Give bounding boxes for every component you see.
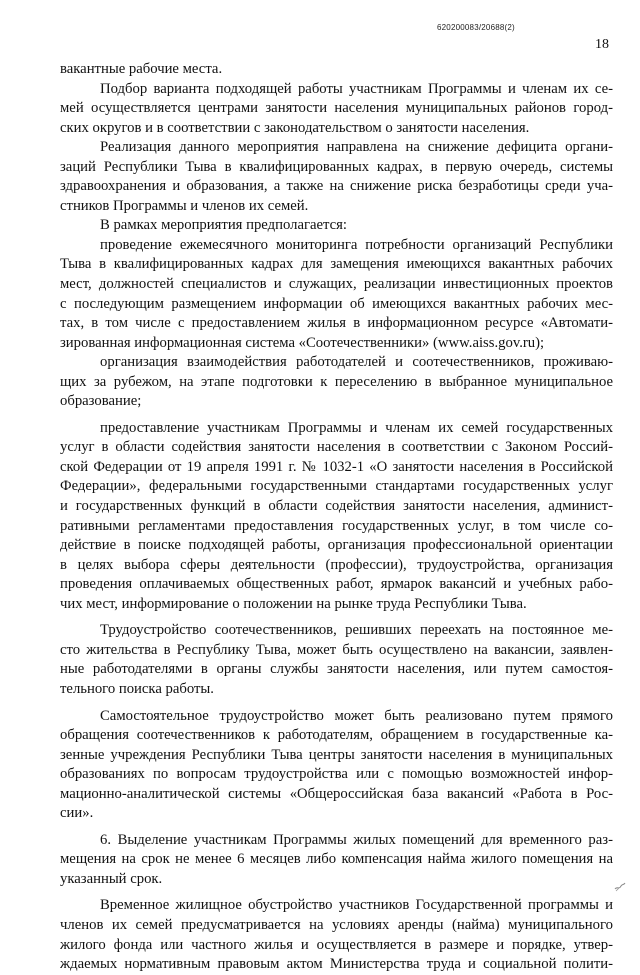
text-line: предоставление участникам Программы и членам их семей государственных (100, 419, 613, 436)
paragraph (60, 896, 613, 974)
paragraph (60, 707, 613, 824)
paragraph (60, 60, 613, 80)
paragraph-gap (60, 889, 613, 896)
paragraph (60, 138, 613, 216)
text-line: щих за рубежом, на этапе подготовки к переселению в выбранное муниципальное (60, 373, 613, 390)
text-line: и государственных функций в области содействия занятости населения, админист- (60, 498, 613, 515)
text-line: организация взаимодействия работодателей и соотечественников, проживаю- (100, 354, 613, 371)
paragraph-gap (60, 614, 613, 621)
paragraph-gap (60, 412, 613, 419)
paragraph (60, 353, 613, 412)
text-line: членов их семей предусматривается на условиях аренды (найма) муниципального (60, 916, 613, 933)
paragraph-gap (60, 824, 613, 831)
text-line: указанный срок. (60, 870, 163, 887)
text-line: сии». (60, 805, 94, 822)
text-line: обращения соотечественников к работодателям, обращением в государственные ка- (60, 727, 613, 744)
text-line: мационно-аналитической системы «Общероссийская база вакансий «Работа в Рос- (60, 785, 613, 802)
text-line: Подбор варианта подходящей работы участникам Программы и членам их се- (100, 80, 613, 97)
paragraph (60, 831, 613, 890)
page-number: 18 (595, 37, 609, 52)
text-line: услуг в области содействия занятости населения в соответствии с Законом Россий- (60, 439, 613, 456)
text-line: В рамках мероприятия предполагается: (100, 217, 347, 234)
text-line: действие в поиске подходящей работы, организация профессиональной ориентации (60, 537, 613, 554)
text-line: ской Федерации от 19 апреля 1991 г. № 1032-1 «О занятости населения в Российской (60, 458, 613, 475)
text-line: проведение ежемесячного мониторинга потребности организаций Республики (100, 236, 613, 253)
text-line: Федерации», федеральными государственными стандартами государственных услуг (60, 478, 613, 495)
text-line: мещения на срок не менее 6 месяцев либо компенсация найма жилого помещения на (60, 851, 613, 868)
text-line: мей осуществляется центрами занятости населения муниципальных районов город- (60, 100, 613, 117)
text-line: вакантные рабочие места. (60, 61, 223, 77)
text-line: образование; (60, 393, 142, 410)
text-line: Самостоятельное трудоустройство может быть реализовано путем прямого (100, 707, 613, 724)
text-line: зированная информационная система «Соотечественники» (www.aiss.gov.ru); (60, 334, 545, 351)
text-line: зенные учреждения Республики Тыва центры занятости населения в муниципальных (60, 746, 613, 763)
text-line: Тыва в квалифицированных кадрах для замещения имеющихся вакантных рабочих (60, 256, 613, 273)
text-line: чих мест, информирование о положении на рынке труда Республики Тыва. (60, 595, 527, 612)
paragraph (60, 236, 613, 353)
text-line: образованиях по вопросам трудоустройства или с помощью возможностей инфор- (60, 766, 613, 783)
text-line: тельного поиска работы. (60, 680, 214, 697)
text-line: ративными регламентами предоставления государственных услуг, в том числе со- (60, 517, 613, 534)
text-line: ные работодателями в органы службы занятости населения, или путем самостоя- (60, 661, 613, 678)
text-line: с последующим размещением информации об имеющихся вакантных рабочих мес- (60, 295, 613, 312)
text-line: ских округов и в соответствии с законодательством о занятости населения. (60, 119, 530, 136)
text-line: тах, в том числе с предоставлением жилья в информационном ресурсе «Автомати- (60, 315, 613, 332)
paragraph-gap (60, 700, 613, 707)
text-line: здравоохранения и образования, а также на снижение риска безработицы среди уча- (60, 178, 613, 195)
text-line: заций Республики Тыва в квалифицированных кадрах, в первую очередь, системы (60, 158, 613, 175)
text-line: жилого фонда или частного жилья и осуществляется в размере и порядке, утвер- (60, 936, 613, 953)
text-line: сто жительства в Республику Тыва, может быть осуществлено на вакансии, заявлен- (60, 641, 613, 658)
text-line: ждаемых нормативным правовым актом Министерства труда и социальной полити- (60, 956, 613, 973)
paragraph (60, 216, 613, 236)
document-id: 620200083/20688(2) (437, 23, 515, 32)
text-line: стников Программы и членов их семей. (60, 197, 309, 214)
paragraph (60, 621, 613, 699)
scan-mark-icon (613, 880, 627, 892)
paragraph (60, 419, 613, 614)
paragraph (60, 80, 613, 139)
text-line: мест, должностей специалистов и служащих, реализации инвестиционных проектов (60, 276, 613, 293)
text-line: в целях выбора сферы деятельности (профессии), трудоустройства, организация (60, 556, 613, 573)
text-line: проведения оплачиваемых общественных работ, ярмарок вакансий и учебных рабо- (60, 576, 613, 593)
text-line: Временное жилищное обустройство участников Государственной программы и (100, 897, 613, 914)
text-line: Реализация данного мероприятия направлена на снижение дефицита органи- (100, 139, 613, 156)
text-line: Трудоустройство соотечественников, решивших переехать на постоянное ме- (100, 622, 613, 639)
document-body (60, 60, 613, 975)
text-line: 6. Выделение участникам Программы жилых помещений для временного раз- (100, 831, 613, 848)
